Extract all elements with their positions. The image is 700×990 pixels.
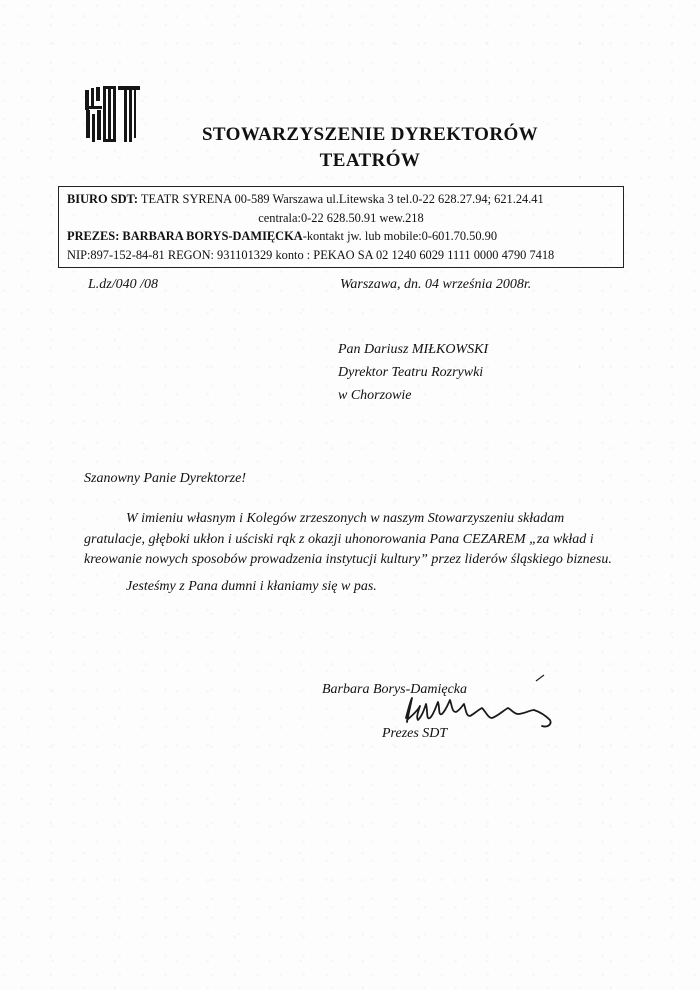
recipient-city: w Chorzowie	[338, 388, 412, 403]
recipient-title: Dyrektor Teatru Rozrywki	[338, 365, 484, 380]
president-label: PREZES: BARBARA BORYS-DAMIĘCKA	[67, 229, 303, 243]
sdt-logo	[84, 84, 142, 144]
place-date: Warszawa, dn. 04 września 2008r.	[340, 277, 532, 292]
tax-bank-line: NIP:897-152-84-81 REGON: 931101329 konto : PEKAO SA 02 1240 6029 1111 0000 4790 7418	[67, 248, 555, 262]
office-address: TEATR SYRENA 00-589 Warszawa ul.Litewska 3 tel.0-22 628.27.94; 621.24.41	[138, 192, 544, 206]
body-paragraph-closing: Jesteśmy z Pana dumni i kłaniamy się w pas.	[126, 578, 377, 594]
president-contact: -kontakt jw. lub mobile:0-601.70.50.90	[302, 229, 498, 243]
salutation: Szanowny Panie Dyrektorze!	[84, 471, 246, 486]
contact-info-box	[58, 186, 624, 268]
body-paragraph-congratulations: W imieniu własnym i Kolegów zrzeszonych w naszym Stowarzyszeniu składam gratulacje, głęboki ukłon i uściski rąk z okazji uhonorowania Pana CEZAREM „za wkład i kreowanie nowych sposobów prowadzenia instytucji kultury” przez liderów śląskiego biznesu.	[84, 511, 612, 567]
org-name-line1: STOWARZYSZENIE DYREKTORÓW	[201, 124, 539, 145]
letter-body	[84, 509, 624, 597]
switchboard-line: centrala:0-22 628.50.91 wew.218	[258, 211, 424, 225]
signer-name: Barbara Borys-Damięcka	[322, 682, 468, 697]
sdt-logo-graphic	[84, 84, 142, 144]
office-address-line	[67, 192, 615, 207]
org-name-line2: TEATRÓW	[319, 150, 421, 171]
office-label: BIURO SDT:	[67, 192, 139, 206]
pen-mark	[535, 674, 545, 682]
reference-number: L.dz/040 /08	[88, 277, 159, 292]
president-line	[67, 229, 615, 244]
signer-title: Prezes SDT	[382, 726, 448, 741]
recipient-name: Pan Dariusz MIŁKOWSKI	[338, 342, 489, 357]
